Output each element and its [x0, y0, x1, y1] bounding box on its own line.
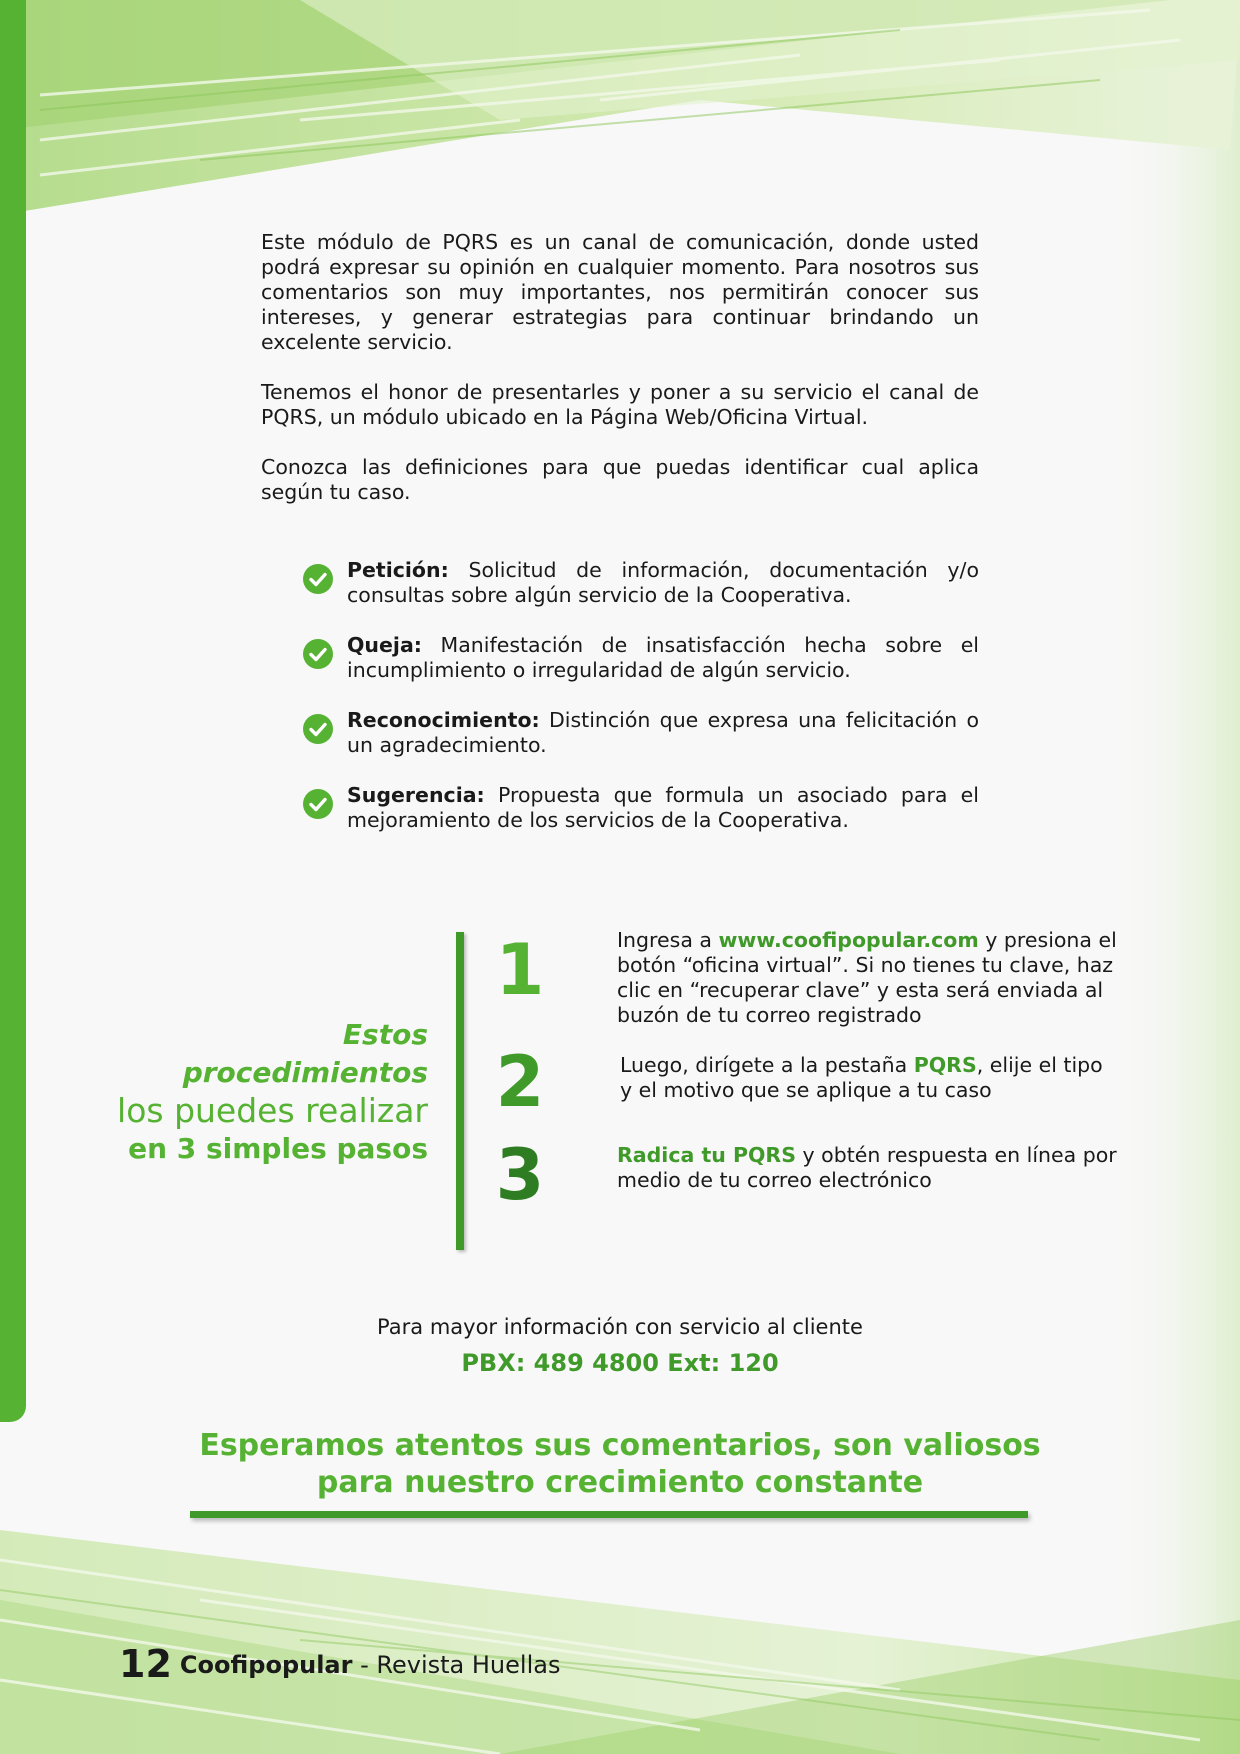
steps-heading-line-1: Estos procedimientos — [182, 1018, 428, 1089]
steps-heading-line-2: los puedes realizar — [117, 1091, 428, 1130]
intro-paragraph-1: Este módulo de PQRS es un canal de comunicación, donde usted podrá expresar su opinión en cualquier momento. Para nosotros sus comentarios son muy importantes, nos permitirán conocer sus intereses, y generar estrategias para continuar brindando un excelente servicio. — [261, 230, 979, 354]
steps-divider — [456, 932, 464, 1250]
definition-term: Petición: — [347, 558, 449, 582]
definition-text: Manifestación de insatisfacción hecha sobre el incumplimiento o irregularidad de algún servicio. — [347, 633, 979, 682]
step-text-pre: Ingresa a — [617, 928, 719, 952]
closing-message — [150, 1427, 1090, 1501]
definition-peticion — [303, 558, 979, 608]
step-text-3 — [617, 1143, 1117, 1193]
step-text-post: y presiona el botón “oficina virtual”. Si no tienes tu clave, haz clic en “recuperar clave” y esta será enviada al buzón de tu correo registrado — [617, 928, 1117, 1027]
steps-heading — [96, 1016, 428, 1168]
intro-paragraph-2: Tenemos el honor de presentarles y poner a su servicio el canal de PQRS, un módulo ubicado en la Página Web/Oficina Virtual. — [261, 380, 979, 429]
steps-heading-line-3: en 3 simples pasos — [128, 1132, 428, 1165]
step-text-post: y obtén respuesta en línea por medio de tu correo electrónico — [617, 1143, 1117, 1192]
check-circle-icon — [303, 639, 333, 669]
definition-term: Sugerencia: — [347, 783, 485, 807]
page-number: 12 — [119, 1642, 172, 1686]
definition-queja — [303, 633, 979, 683]
check-circle-icon — [303, 789, 333, 819]
check-circle-icon — [303, 564, 333, 594]
intro-paragraph-3: Conozca las definiciones para que puedas identificar cual aplica según tu caso. — [261, 455, 979, 504]
intro-section — [261, 230, 979, 530]
closing-underline — [190, 1511, 1028, 1518]
step-highlight: PQRS — [913, 1053, 977, 1077]
definition-sugerencia — [303, 783, 979, 833]
step-text-pre: Luego, dirígete a la pestaña — [620, 1053, 914, 1077]
definition-text: Distinción que expresa una felicitación o un agradecimiento. — [347, 708, 979, 757]
definition-text: Solicitud de información, documentación y/o consultas sobre algún servicio de la Cooperativa. — [347, 558, 979, 607]
definition-term: Reconocimiento: — [347, 708, 540, 732]
publication-name: - Revista Huellas — [352, 1651, 561, 1679]
definition-reconocimiento — [303, 708, 979, 758]
step-text-2 — [620, 1053, 1120, 1103]
check-circle-icon — [303, 714, 333, 744]
step-number-3: 3 — [495, 1134, 545, 1216]
definition-text: Propuesta que formula un asociado para el mejoramiento de los servicios de la Cooperativa. — [347, 783, 979, 832]
definitions-list — [303, 558, 979, 858]
page-footer — [119, 1644, 560, 1685]
left-accent-bar — [0, 0, 26, 1422]
brand-name: Coofipopular — [179, 1651, 353, 1679]
step-text-1 — [617, 928, 1117, 1028]
website-link[interactable]: www.coofipopular.com — [718, 928, 979, 952]
closing-line-2: para nuestro crecimiento constante — [316, 1465, 924, 1500]
step-text-post: , elije el tipo y el motivo que se aplique a tu caso — [620, 1053, 1103, 1102]
definition-term: Queja: — [347, 633, 422, 657]
closing-line-1: Esperamos atentos sus comentarios, son valiosos — [199, 1428, 1041, 1463]
step-highlight: Radica tu PQRS — [617, 1143, 796, 1167]
contact-info: Para mayor información con servicio al cliente — [377, 1315, 863, 1339]
step-number-2: 2 — [495, 1041, 545, 1123]
contact-phone: PBX: 489 4800 Ext: 120 — [461, 1349, 779, 1377]
step-number-1: 1 — [495, 929, 545, 1011]
